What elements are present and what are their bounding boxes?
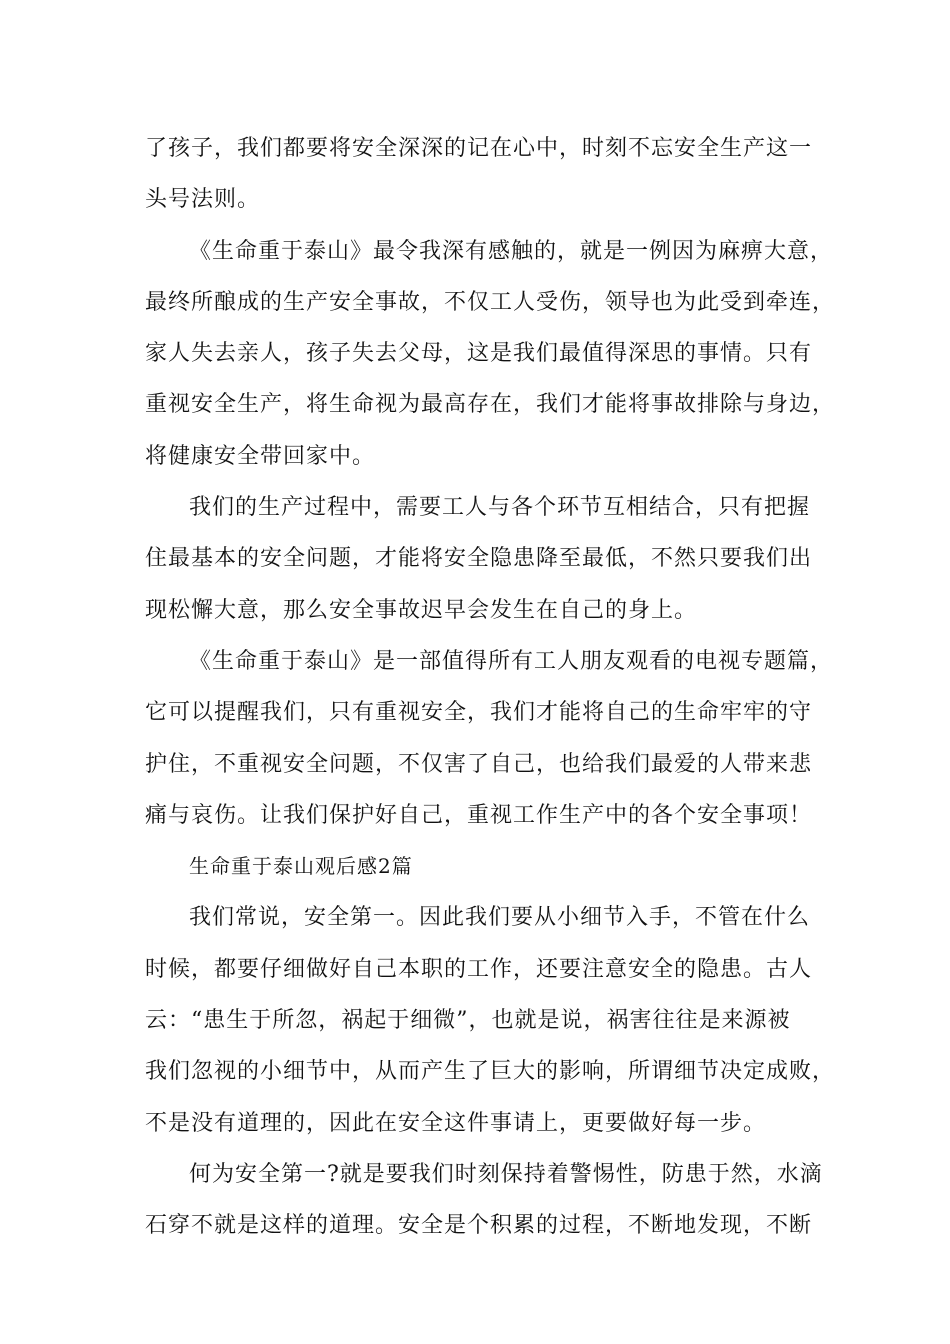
text-line: 痛与哀伤。让我们保护好自己，重视工作生产中的各个安全事项！ — [145, 802, 813, 828]
text-line: 时候，都要仔细做好自己本职的工作，还要注意安全的隐患。古人 — [145, 956, 813, 982]
text-line: 它可以提醒我们，只有重视安全，我们才能将自己的生命牢牢的守 — [145, 700, 813, 726]
document-body — [145, 123, 835, 1252]
text-line: 我们的生产过程中，需要工人与各个环节互相结合，只有把握 — [189, 495, 811, 521]
text-line: 我们常说，安全第一。因此我们要从小细节入手，不管在什么 — [189, 905, 811, 931]
text-line: 《生命重于泰山》是一部值得所有工人朋友观看的电视专题篇， — [189, 648, 834, 674]
text-line: 石穿不就是这样的道理。安全是个积累的过程，不断地发现，不断 — [145, 1213, 813, 1239]
text-line: 最终所酿成的生产安全事故，不仅工人受伤，领导也为此受到牵连， — [145, 289, 836, 315]
text-line: 将健康安全带回家中。 — [145, 443, 376, 469]
text-line: 家人失去亲人，孩子失去父母，这是我们最值得深思的事情。只有 — [145, 341, 813, 367]
section-heading: 生命重于泰山观后感2篇 — [189, 854, 413, 879]
text-line: 我们忽视的小细节中，从而产生了巨大的影响，所谓细节决定成败， — [145, 1059, 836, 1085]
text-line: 何为安全第一?就是要我们时刻保持着警惕性，防患于然，水滴 — [189, 1161, 823, 1187]
text-line: 头号法则。 — [145, 187, 261, 213]
text-line: 护住，不重视安全问题，不仅害了自己，也给我们最爱的人带来悲 — [145, 751, 813, 777]
text-line: 住最基本的安全问题，才能将安全隐患降至最低，不然只要我们出 — [145, 546, 813, 572]
text-line: 了孩子，我们都要将安全深深的记在心中，时刻不忘安全生产这一 — [145, 136, 813, 161]
text-line: 现松懈大意，那么安全事故迟早会发生在自己的身上。 — [145, 597, 698, 623]
text-line: 云：“患生于所忽，祸起于细微”，也就是说，祸害往往是来源被 — [145, 1008, 791, 1034]
text-line: 重视安全生产，将生命视为最高存在，我们才能将事故排除与身边， — [145, 392, 836, 418]
text-line: 不是没有道理的，因此在安全这件事请上，更要做好每一步。 — [145, 1110, 767, 1136]
text-line: 《生命重于泰山》最令我深有感触的，就是一例因为麻痹大意， — [189, 238, 834, 264]
